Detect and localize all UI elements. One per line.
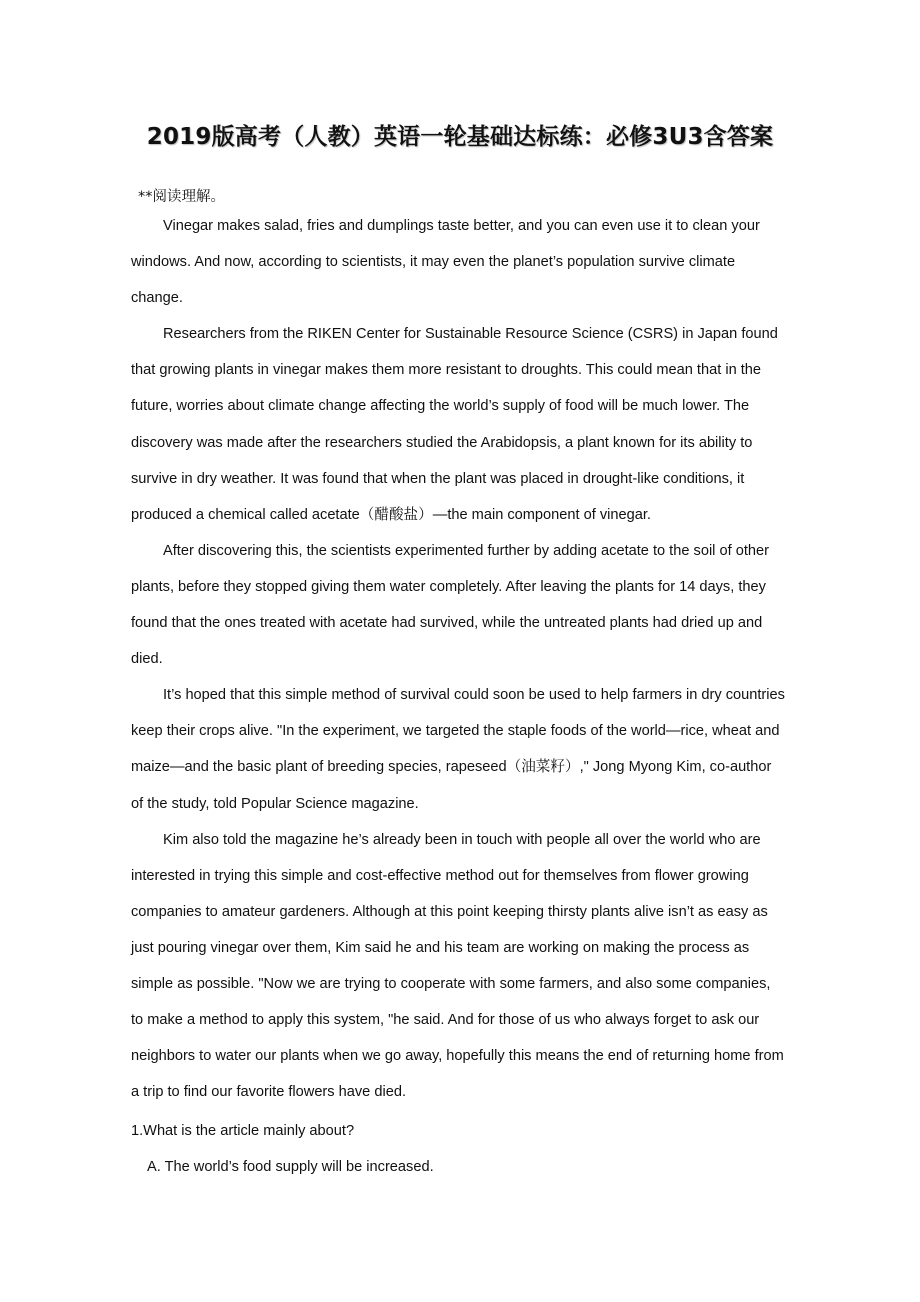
paragraph-2: Researchers from the RIKEN Center for Sustainable Resource Science (CSRS) in Japan found that growing plants in vinegar makes them more resistant to droughts. This could mean that in the future, worries about climate change affecting the world’s supply of food will be much lower. The discovery was made after the researchers studied the Arabidopsis, a plant known for its ability to survive in dry weather. It was found that when the plant was placed in drought-like conditions, it produced a chemical called acetate（醋酸盐）—the main component of vinegar. — [131, 326, 778, 523]
paragraph-4: It’s hoped that this simple method of survival could soon be used to help farmers in dry countries keep their crops alive. "In the experiment, we targeted the staple foods of the world—rice, wheat and maize—and the basic plant of breeding species, rapeseed（油菜籽）," Jong Myong Kim, co-author of the study, told Popular Science magazine. — [131, 687, 785, 812]
document-title: 2019版高考（人教）英语一轮基础达标练：必修3U3含答案 — [146, 124, 774, 150]
passage — [131, 208, 786, 1110]
paragraph-5: Kim also told the magazine he’s already been in touch with people all over the world who are interested in trying this simple and cost-effective method out for themselves from flower growing companies to amateur gardeners. Although at this point keeping thirsty plants alive isn’t as easy as just pouring vinegar over them, Kim said he and his team are working on making the process as simple as possible. "Now we are trying to cooperate with some farmers, and also some companies, to make a method to apply this system, "he said. And for those of us who always forget to ask our neighbors to water our plants when we go away, hopefully this means the end of returning home from a trip to find our favorite flowers have died. — [131, 831, 784, 1101]
paragraph-1: Vinegar makes salad, fries and dumplings taste better, and you can even use it to clean your windows. And now, according to scientists, it may even the planet’s population survive climate change. — [131, 218, 760, 307]
section-label: **阅读理解。 — [138, 189, 225, 205]
question-1: 1.What is the article mainly about? — [131, 1123, 355, 1139]
option-a: A. The world’s food supply will be increased. — [147, 1159, 434, 1175]
paragraph-3: After discovering this, the scientists experimented further by adding acetate to the soil of other plants, before they stopped giving them water completely. After leaving the plants for 14 days, they found that the ones treated with acetate had survived, while the untreated plants had dried up and died. — [131, 542, 769, 668]
